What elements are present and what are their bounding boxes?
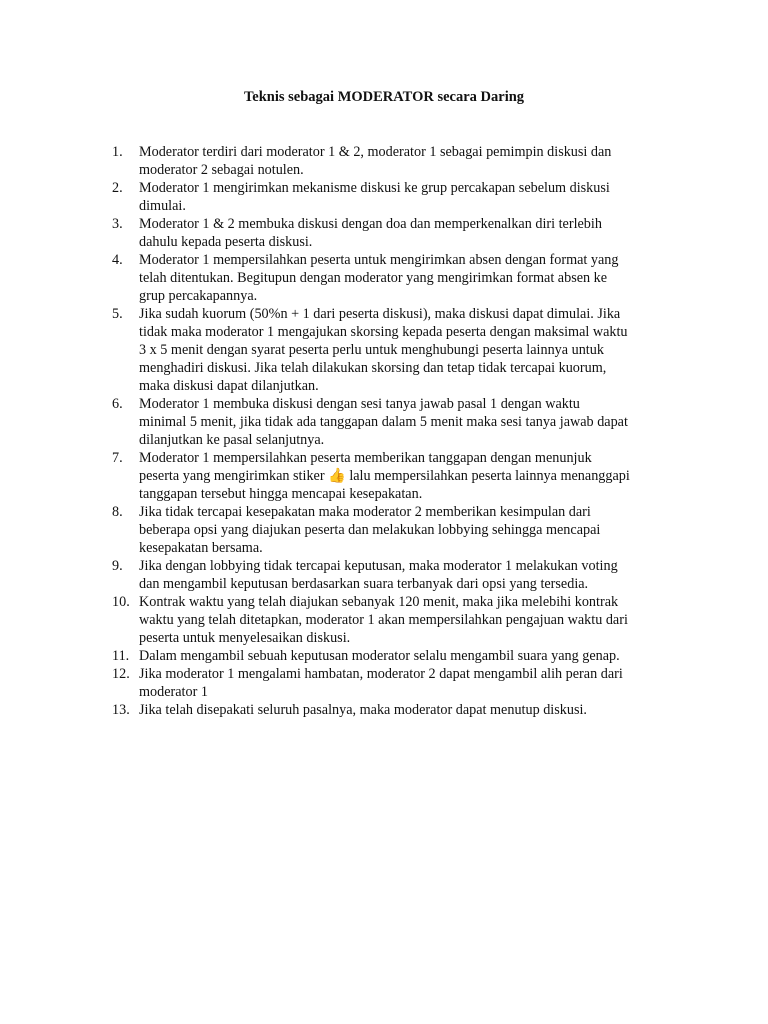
list-item-number: 1. (112, 144, 123, 160)
list-item-line: dahulu kepada peserta diskusi. (139, 234, 313, 250)
list-item-text (139, 395, 677, 449)
list-item (112, 449, 677, 503)
list-item-text (139, 449, 677, 503)
document-title: Teknis sebagai MODERATOR secara Daring (243, 89, 525, 105)
list-item-line: tidak maka moderator 1 mengajukan skorsing kepada peserta dengan maksimal waktu (139, 324, 628, 340)
list-item (112, 395, 677, 449)
list-item-line: beberapa opsi yang diajukan peserta dan melakukan lobbying sehingga mencapai (139, 522, 601, 538)
list-item (112, 251, 677, 305)
list-item-line: moderator 1 (139, 684, 208, 700)
list-item-line: peserta yang mengirimkan stiker 👍 lalu mempersilahkan peserta lainnya menanggapi (139, 468, 630, 484)
list-item-number: 11. (112, 648, 130, 664)
list-item-line: Moderator 1 membuka diskusi dengan sesi tanya jawab pasal 1 dengan waktu (139, 396, 580, 412)
list-item-line: Moderator 1 & 2 membuka diskusi dengan doa dan memperkenalkan diri terlebih (139, 216, 602, 232)
list-item-text (139, 557, 677, 593)
list-item-line: Jika telah disepakati seluruh pasalnya, maka moderator dapat menutup diskusi. (139, 702, 587, 718)
list-item-text (139, 305, 677, 395)
list-item (112, 215, 677, 251)
list-item-line: Moderator 1 mempersilahkan peserta untuk mengirimkan absen dengan format yang (139, 252, 619, 268)
list-item-line: Jika moderator 1 mengalami hambatan, moderator 2 dapat mengambil alih peran dari (139, 666, 623, 682)
list-item (112, 593, 677, 647)
list-item (112, 305, 677, 395)
list-item (112, 143, 677, 179)
list-item-text (139, 665, 677, 701)
numbered-list (112, 143, 677, 719)
list-item-number: 13. (112, 702, 130, 718)
list-item-line: tanggapan tersebut hingga mencapai kesepakatan. (139, 486, 423, 502)
list-item-line: kesepakatan bersama. (139, 540, 263, 556)
list-item-line: 3 x 5 menit dengan syarat peserta perlu untuk menghubungi peserta lainnya untuk (139, 342, 604, 358)
list-item (112, 647, 677, 665)
list-item-text (139, 179, 677, 215)
list-item-number: 2. (112, 180, 123, 196)
list-item-text (139, 143, 677, 179)
list-item-line: grup percakapannya. (139, 288, 258, 304)
list-item-number: 7. (112, 450, 123, 466)
list-item-number: 6. (112, 396, 123, 412)
list-item-number: 3. (112, 216, 123, 232)
list-item-line: Kontrak waktu yang telah diajukan sebanyak 120 menit, maka jika melebihi kontrak (139, 594, 619, 610)
list-item-line: Jika sudah kuorum (50%n + 1 dari peserta diskusi), maka diskusi dapat dimulai. Jika (139, 306, 621, 322)
list-item-line: dilanjutkan ke pasal selanjutnya. (139, 432, 325, 448)
list-item-line: minimal 5 menit, jika tidak ada tanggapan dalam 5 menit maka sesi tanya jawab dapat (139, 414, 628, 430)
list-item (112, 179, 677, 215)
list-item-line: dan mengambil keputusan berdasarkan suara terbanyak dari opsi yang tersedia. (139, 576, 589, 592)
list-item-line: Jika dengan lobbying tidak tercapai keputusan, maka moderator 1 melakukan voting (139, 558, 618, 574)
list-item-line: maka diskusi dapat dilanjutkan. (139, 378, 319, 394)
list-item (112, 665, 677, 701)
list-item-line: moderator 2 sebagai notulen. (139, 162, 304, 178)
list-item (112, 503, 677, 557)
list-item-line: waktu yang telah ditetapkan, moderator 1 akan mempersilahkan pengajuan waktu dari (139, 612, 628, 628)
list-item-number: 5. (112, 306, 123, 322)
list-item-text (139, 215, 677, 251)
list-item-line: menghadiri diskusi. Jika telah dilakukan skorsing dan tetap tidak tercapai kuorum, (139, 360, 607, 376)
list-item-line: telah ditentukan. Begitupun dengan moderator yang mengirimkan format absen ke (139, 270, 608, 286)
list-item-text (139, 647, 677, 665)
list-item (112, 701, 677, 719)
list-item-text (139, 503, 677, 557)
list-item-line: Moderator 1 mempersilahkan peserta memberikan tanggapan dengan menunjuk (139, 450, 592, 466)
list-item-line: Moderator 1 mengirimkan mekanisme diskusi ke grup percakapan sebelum diskusi (139, 180, 610, 196)
list-item-line: dimulai. (139, 198, 186, 214)
list-item-line: peserta untuk menyelesaikan diskusi. (139, 630, 351, 646)
list-item-number: 4. (112, 252, 123, 268)
list-item (112, 557, 677, 593)
list-item-number: 8. (112, 504, 123, 520)
list-item-text (139, 251, 677, 305)
list-item-text (139, 701, 677, 719)
list-item-text (139, 593, 677, 647)
list-item-line: Moderator terdiri dari moderator 1 & 2, moderator 1 sebagai pemimpin diskusi dan (139, 144, 612, 160)
list-item-line: Dalam mengambil sebuah keputusan moderator selalu mengambil suara yang genap. (139, 648, 620, 664)
list-item-number: 9. (112, 558, 123, 574)
list-item-number: 10. (112, 594, 130, 610)
list-item-number: 12. (112, 666, 130, 682)
list-item-line: Jika tidak tercapai kesepakatan maka moderator 2 memberikan kesimpulan dari (139, 504, 591, 520)
